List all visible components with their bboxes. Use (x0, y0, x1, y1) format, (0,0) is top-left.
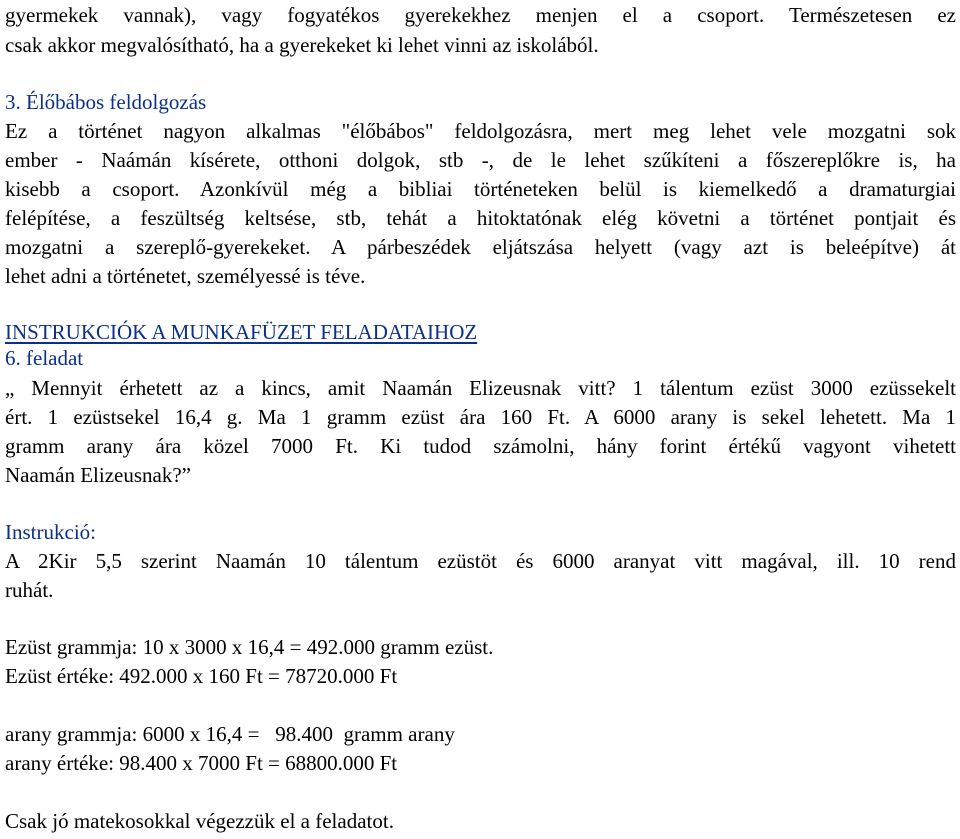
task-line: „ Mennyit érhetett az a kincs, amit Naamán Elizeusnak vitt? 1 tálentum ezüst 3000 ezüssekelt (5, 376, 956, 400)
section-3-line: Ez a történet nagyon alkalmas "élőbábos" feldolgozásra, mert meg lehet vele mozgatni sok (5, 119, 956, 143)
instruction-line: A 2Kir 5,5 szerint Naamán 10 tálentum ezüstöt és 6000 aranyat vitt magával, ill. 10 rend (5, 549, 956, 573)
section-3-line: mozgatni a szereplő-gyerekeket. A párbeszédek eljátszása helyett (vagy azt is beleépítve) át (5, 235, 956, 259)
instruction-label: Instrukció: (5, 520, 96, 544)
section-3-line: felépítése, a feszültség keltsése, stb, tehát a hitoktatónak elég követni a történet pontjait és (5, 206, 956, 230)
closing-line: Csak jó matekosokkal végezzük el a feladatot. (5, 809, 394, 833)
instructions-heading: INSTRUKCIÓK A MUNKAFÜZET FELADATAIHOZ (5, 320, 478, 344)
section-3-line: ember - Naámán kísérete, otthoni dolgok, stb -, de le lehet szűkíteni a főszereplőkre is, ha (5, 148, 956, 172)
calc-line: Ezüst értéke: 492.000 x 160 Ft = 78720.000 Ft (5, 664, 398, 688)
intro-line-1: gyermekek vannak), vagy fogyatékos gyerekekhez menjen el a csoport. Természetesen ez (5, 3, 956, 27)
section-3-line: lehet adni a történetet, személyessé is téve. (5, 264, 366, 288)
intro-line-2: csak akkor megvalósítható, ha a gyerekeket ki lehet vinni az iskolából. (5, 33, 599, 57)
calc-line: arany grammja: 6000 x 16,4 = 98.400 gramm arany (5, 722, 455, 746)
instruction-line: ruhát. (5, 578, 54, 602)
calc-line: Ezüst grammja: 10 x 3000 x 16,4 = 492.000 gramm ezüst. (5, 635, 494, 659)
task-line: Naamán Elizeusnak?” (5, 463, 191, 487)
task-line: ért. 1 ezüstsekel 16,4 g. Ma 1 gramm ezüst ára 160 Ft. A 6000 arany is sekel lehetett. Ma 1 (5, 405, 956, 429)
calc-line: arany értéke: 98.400 x 7000 Ft = 68800.000 Ft (5, 751, 398, 775)
task-line: gramm arany ára közel 7000 Ft. Ki tudod számolni, hány forint értékű vagyont vihetett (5, 434, 956, 458)
task-label: 6. feladat (5, 346, 84, 370)
section-3-line: kisebb a csoport. Azonkívül még a bibliai történeteken belül is kiemelkedő a dramaturgiai (5, 177, 956, 201)
section-3-title: 3. Élőbábos feldolgozás (5, 90, 207, 114)
